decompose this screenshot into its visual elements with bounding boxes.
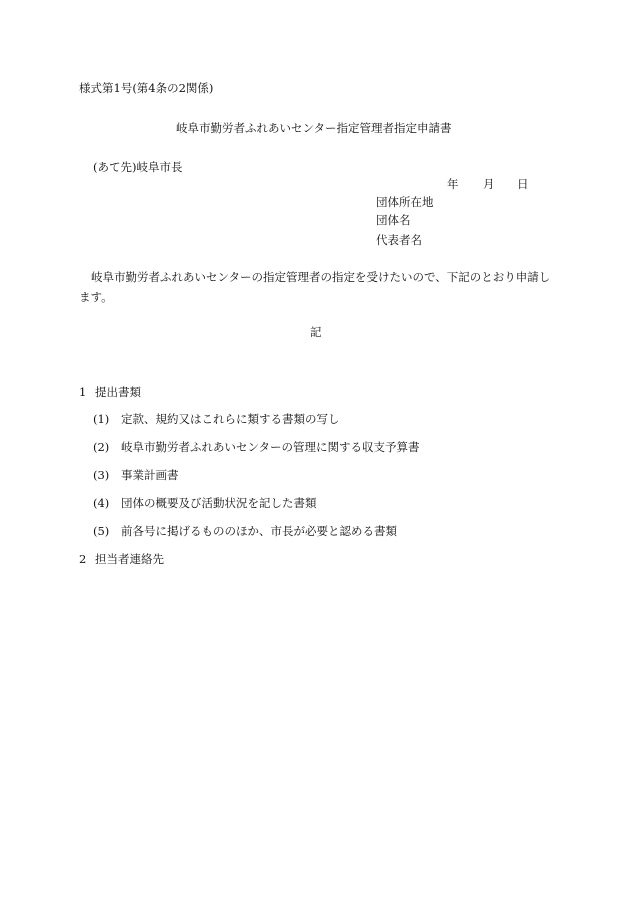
form-number: 様式第1号(第4条の2関係)	[79, 81, 214, 95]
section-number: 2	[79, 552, 87, 566]
section-title: 担当者連絡先	[95, 552, 164, 566]
list-item: 前各号に掲げるもののほか、市長が必要と認める書類	[121, 524, 397, 538]
list-item-number: (2)	[93, 440, 110, 454]
application-body-text: 岐阜市勤労者ふれあいセンターの指定管理者の指定を受けたいので、下記のとおり申請します。	[79, 270, 551, 304]
addressee: (あて先)岐阜市長	[93, 160, 183, 174]
applicant-address-label: 団体所在地	[376, 195, 434, 209]
list-item-number: (5)	[93, 524, 110, 538]
date-year-label: 年	[447, 177, 459, 191]
date-month-label: 月	[483, 177, 495, 191]
list-item: 事業計画書	[121, 468, 179, 482]
ki-heading: 記	[310, 325, 322, 339]
list-item-number: (3)	[93, 468, 110, 482]
list-item: 岐阜市勤労者ふれあいセンターの管理に関する収支予算書	[121, 440, 420, 454]
list-item-number: (1)	[93, 412, 110, 426]
list-item: 団体の概要及び活動状況を記した書類	[121, 496, 317, 510]
section-title: 提出書類	[95, 385, 141, 399]
list-item: 定款、規約又はこれらに類する書類の写し	[121, 412, 340, 426]
section-heading-documents	[79, 385, 141, 399]
applicant-name-label: 団体名	[376, 213, 411, 227]
list-item-number: (4)	[93, 496, 110, 510]
section-number: 1	[79, 385, 87, 399]
document-title: 岐阜市勤労者ふれあいセンター指定管理者指定申請書	[176, 121, 452, 135]
date-day-label: 日	[517, 177, 529, 191]
applicant-representative-label: 代表者名	[376, 233, 422, 247]
section-heading-contact	[79, 552, 164, 566]
